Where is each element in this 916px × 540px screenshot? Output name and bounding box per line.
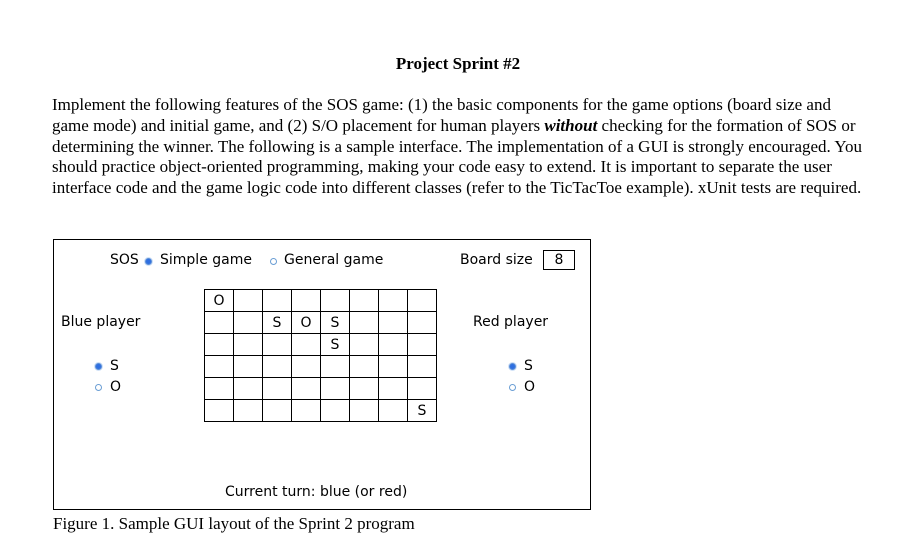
board-cell[interactable] — [350, 400, 379, 422]
board-cell[interactable] — [321, 378, 350, 400]
game-board — [204, 289, 437, 422]
board-cell[interactable] — [234, 334, 263, 356]
red-s-radio[interactable] — [509, 363, 516, 370]
board-cell[interactable] — [234, 400, 263, 422]
paragraph-text-2: checking for the formation of SOS or determining the winner. The following is a sample interface. The implementation of a GUI is strongly encouraged. You should practice object-oriented programming, making your code easy to extend. It is important to separate the user interface code and the game logic code into different classes (refer to the TicTacToe example). xUnit tests are required. — [52, 115, 862, 198]
board-cell[interactable] — [205, 312, 234, 334]
board-cell[interactable] — [408, 378, 437, 400]
board-cell[interactable] — [379, 312, 408, 334]
simple-game-radio[interactable] — [145, 258, 152, 265]
board-cell[interactable] — [350, 356, 379, 378]
board-cell[interactable] — [321, 290, 350, 312]
board-row — [205, 378, 437, 400]
board-cell[interactable] — [379, 334, 408, 356]
board-cell[interactable] — [321, 356, 350, 378]
board-cell[interactable] — [379, 290, 408, 312]
blue-o-radio[interactable] — [95, 384, 102, 391]
board-cell[interactable] — [263, 400, 292, 422]
board-cell[interactable]: S — [408, 400, 437, 422]
board-cell[interactable] — [350, 312, 379, 334]
board-row — [205, 334, 437, 356]
red-player-label: Red player — [473, 314, 549, 330]
board-row — [205, 290, 437, 312]
board-cell[interactable] — [205, 334, 234, 356]
board-cell[interactable] — [263, 290, 292, 312]
board-cell[interactable] — [292, 334, 321, 356]
board-row — [205, 356, 437, 378]
board-row — [205, 400, 437, 422]
board-cell[interactable] — [350, 378, 379, 400]
paragraph-text-1: Implement the following features of the SOS game: (1) the basic components for the game options (board size and game mode) and initial game, and (2) S/O placement for human players — [52, 95, 831, 135]
board-cell[interactable] — [234, 356, 263, 378]
blue-s-radio[interactable] — [95, 363, 102, 370]
board-cell[interactable] — [205, 378, 234, 400]
board-cell[interactable] — [408, 312, 437, 334]
board-cell[interactable] — [350, 334, 379, 356]
board-cell[interactable] — [292, 400, 321, 422]
board-cell[interactable] — [205, 400, 234, 422]
board-cell[interactable] — [350, 290, 379, 312]
board-cell[interactable] — [292, 356, 321, 378]
board-cell[interactable] — [292, 290, 321, 312]
board-cell[interactable] — [292, 378, 321, 400]
board-cell[interactable] — [379, 378, 408, 400]
board-cell[interactable] — [408, 356, 437, 378]
blue-o-label[interactable]: O — [110, 379, 122, 395]
blue-s-label[interactable]: S — [110, 358, 119, 374]
board-cell[interactable] — [263, 378, 292, 400]
simple-game-label[interactable]: Simple game — [160, 252, 252, 268]
board-cell[interactable] — [408, 290, 437, 312]
board-cell[interactable] — [263, 356, 292, 378]
board-row — [205, 312, 437, 334]
board-cell[interactable]: O — [205, 290, 234, 312]
paragraph-emphasis: without — [544, 115, 598, 135]
red-o-label[interactable]: O — [524, 379, 536, 395]
board-cell[interactable]: S — [321, 312, 350, 334]
board-cell[interactable] — [234, 378, 263, 400]
page-title: Project Sprint #2 — [395, 54, 521, 73]
board-cell[interactable]: O — [292, 312, 321, 334]
sample-gui-figure — [53, 239, 591, 510]
board-size-label: Board size — [460, 252, 533, 268]
board-cell[interactable] — [263, 334, 292, 356]
current-turn-label: Current turn: blue (or red) — [225, 484, 408, 500]
board-cell[interactable]: S — [263, 312, 292, 334]
blue-player-label: Blue player — [61, 314, 141, 330]
red-o-radio[interactable] — [509, 384, 516, 391]
board-cell[interactable] — [234, 290, 263, 312]
board-size-input[interactable]: 8 — [543, 250, 575, 270]
board-cell[interactable] — [379, 356, 408, 378]
figure-caption: Figure 1. Sample GUI layout of the Sprint 2 program — [53, 514, 415, 533]
instructions-paragraph — [52, 95, 872, 199]
game-label: SOS — [110, 252, 139, 268]
board-cell[interactable] — [205, 356, 234, 378]
general-game-radio[interactable] — [270, 258, 277, 265]
red-s-label[interactable]: S — [524, 358, 533, 374]
general-game-label[interactable]: General game — [284, 252, 384, 268]
board-cell[interactable] — [408, 334, 437, 356]
board-cell[interactable] — [379, 400, 408, 422]
board-cell[interactable] — [234, 312, 263, 334]
board-cell[interactable]: S — [321, 334, 350, 356]
board-cell[interactable] — [321, 400, 350, 422]
